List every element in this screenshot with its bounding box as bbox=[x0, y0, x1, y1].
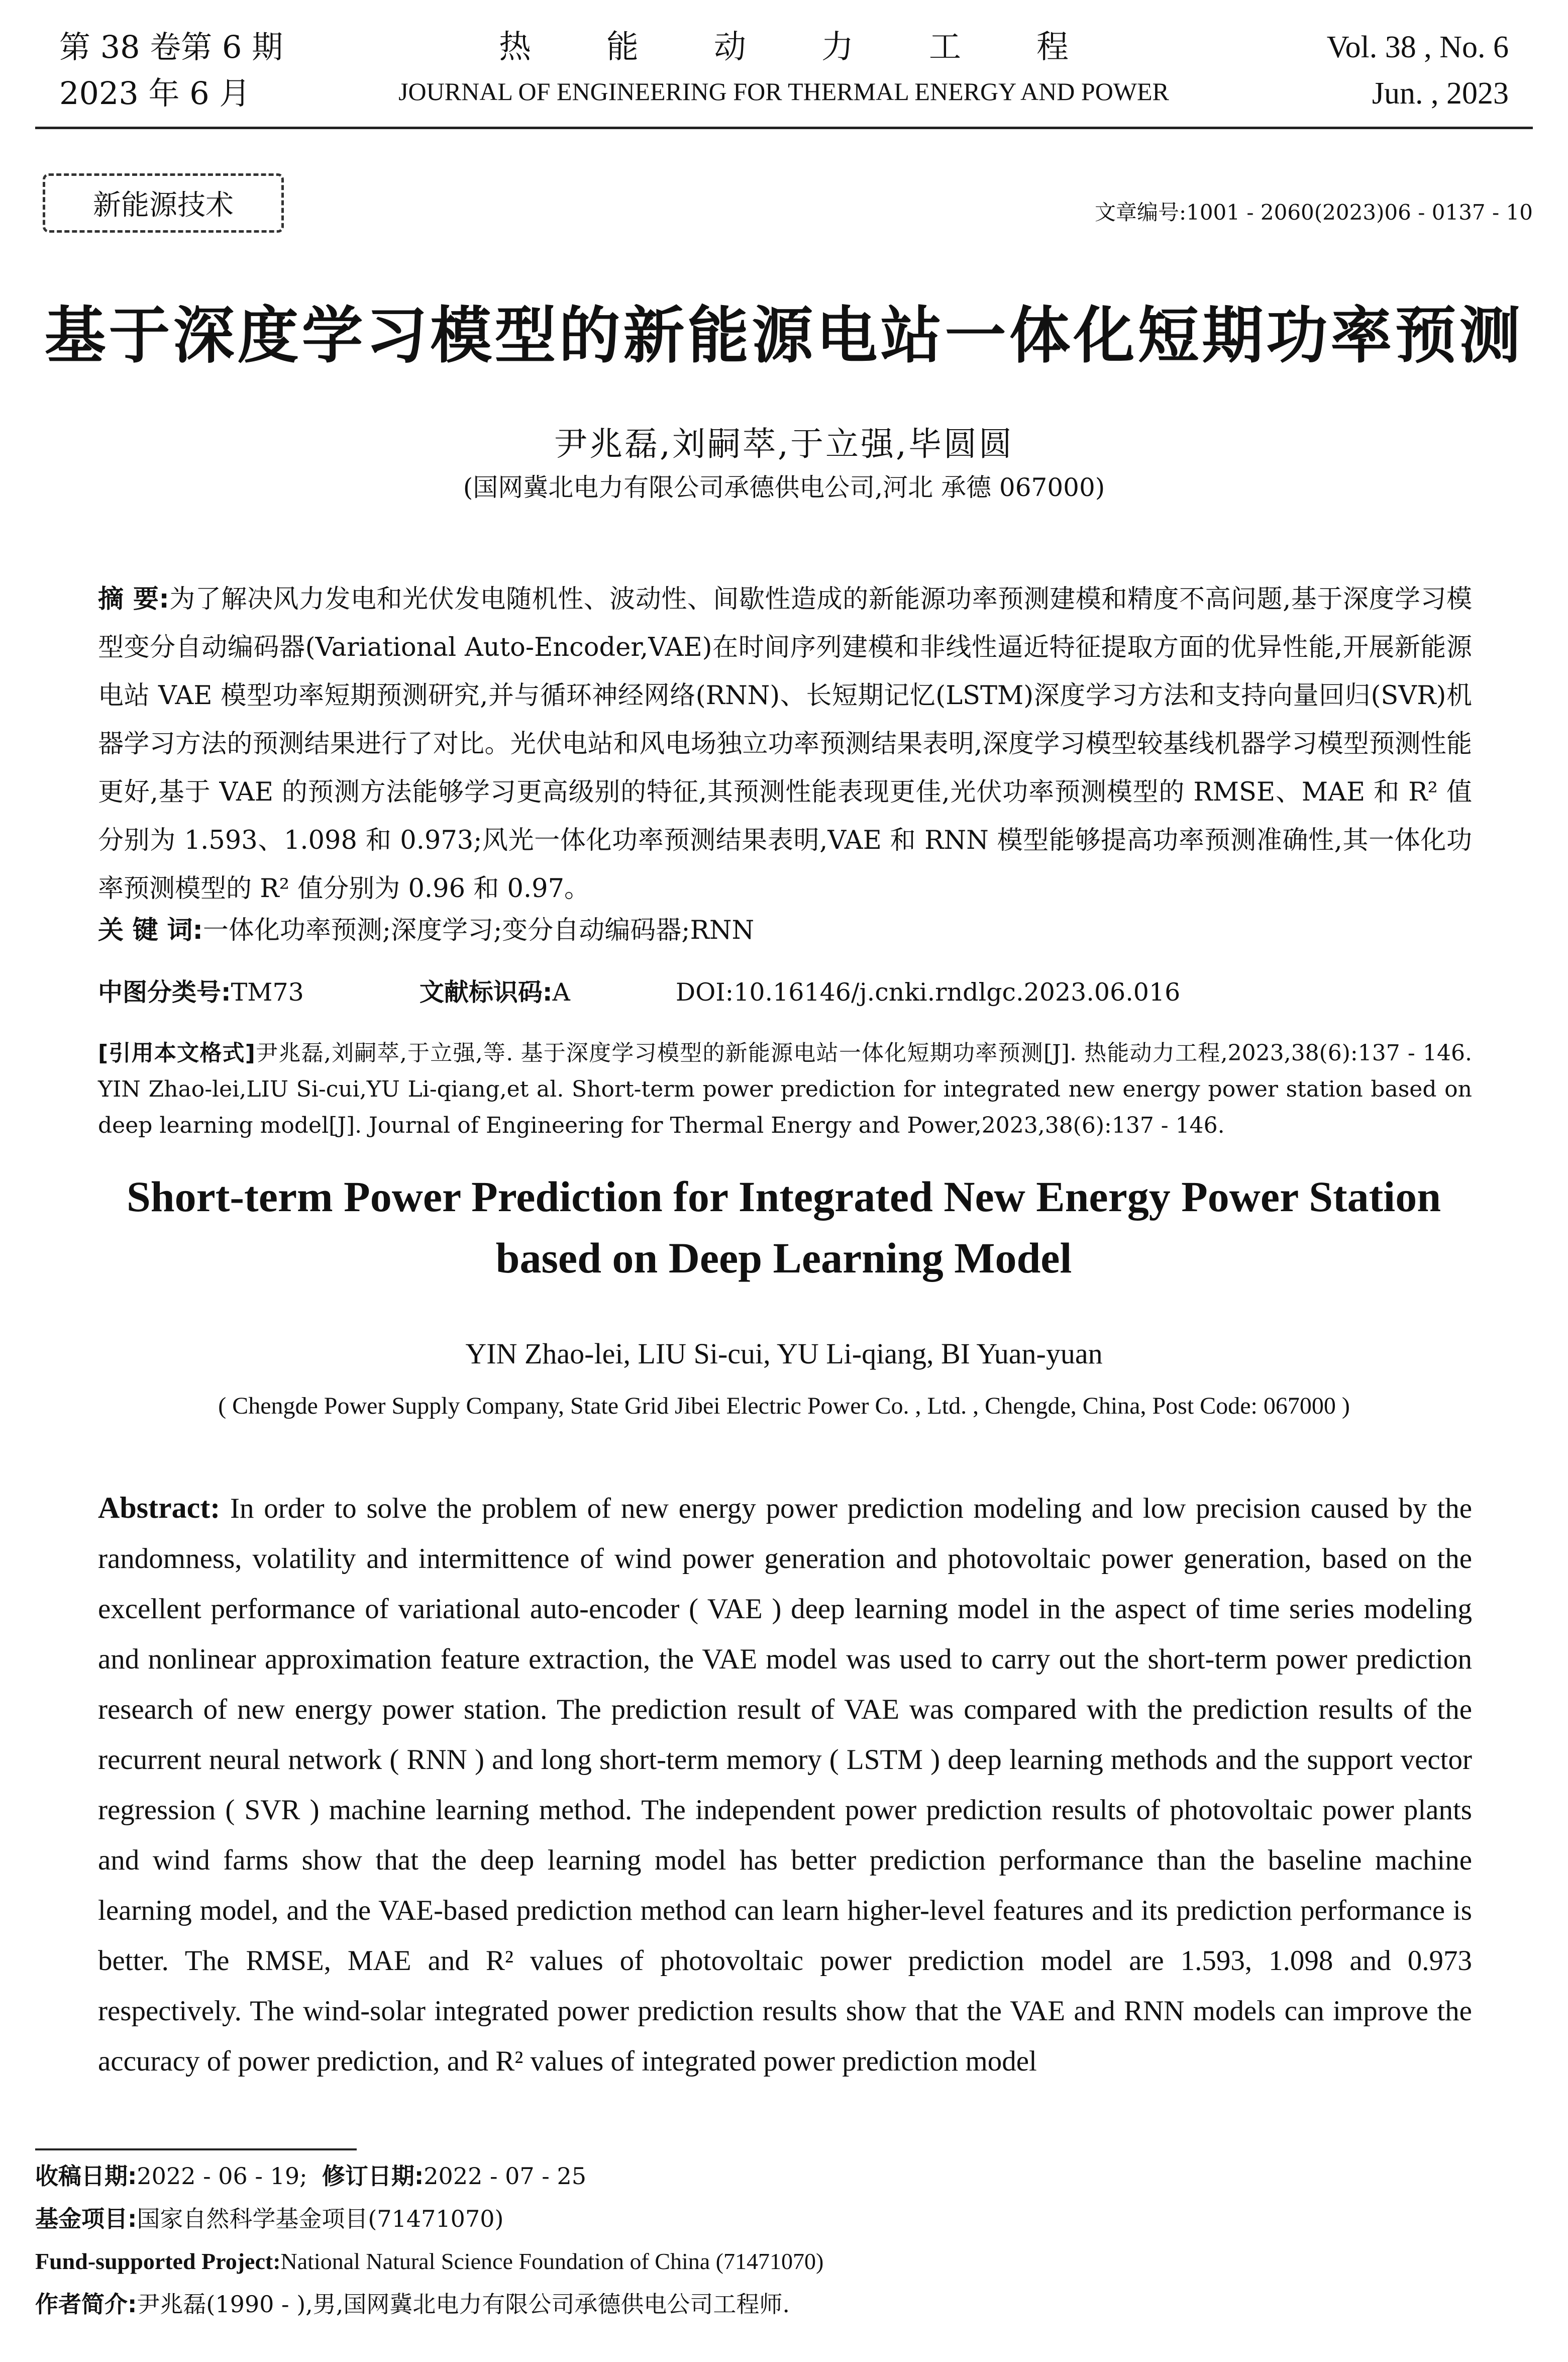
abstract-en bbox=[98, 1483, 1472, 2087]
citation-text: 尹兆磊,刘嗣萃,于立强,等. 基于深度学习模型的新能源电站一体化短期功率预测[J]. 热能动力工程,2023,38(6):137 - 146. YIN Zhao-lei,LIU Si-cui,YU Li-qiang,et al. Short-term power prediction for integrated new energy power station based on deep learning model[J]. Journal of Engineering for Thermal Energy and Power,2023,38(6):137 - 146. bbox=[98, 1040, 1472, 1138]
title-cn: 基于深度学习模型的新能源电站一体化短期功率预测 bbox=[44, 300, 1524, 371]
footnote-fund-cn bbox=[35, 2204, 1517, 2234]
header-rule bbox=[35, 127, 1533, 129]
affiliation-en: ( Chengde Power Supply Company, State Grid Jibei Electric Power Co. , Ltd. , Chengde, China, Post Code: 067000 ) bbox=[218, 1393, 1350, 1419]
fund-en-label: Fund-supported Project: bbox=[35, 2248, 281, 2274]
header-date-cn: 2023 年 6 月 bbox=[59, 75, 251, 112]
header-journal bbox=[352, 24, 1216, 113]
title-en-line1: Short-term Power Prediction for Integrated New Energy Power Station bbox=[126, 1172, 1441, 1221]
keywords-cn bbox=[98, 911, 1472, 951]
header-volume-en bbox=[1327, 24, 1509, 117]
abstract-cn bbox=[98, 575, 1472, 913]
fund-cn-value: 国家自然科学基金项目(71471070) bbox=[137, 2205, 504, 2232]
classification-line bbox=[98, 972, 1472, 1013]
authors-en: YIN Zhao-lei, LIU Si-cui, YU Li-qiang, BI Yuan-yuan bbox=[465, 1337, 1103, 1370]
header-vol-cn: 第 38 卷第 6 期 bbox=[59, 29, 283, 65]
revised-label: 修订日期: bbox=[322, 2162, 424, 2190]
author-bio-value: 尹兆磊(1990 - ),男,国网冀北电力有限公司承德供电公司工程师. bbox=[137, 2291, 790, 2318]
doi: DOI:10.16146/j.cnki.rndlgc.2023.06.016 bbox=[675, 978, 1181, 1007]
citation bbox=[98, 1035, 1472, 1144]
keywords-cn-text: 一体化功率预测;深度学习;变分自动编码器;RNN bbox=[202, 916, 755, 945]
header-volume-cn bbox=[59, 24, 283, 117]
section-tag: 新能源技术 bbox=[43, 173, 284, 233]
footnote-author bbox=[35, 2289, 1517, 2319]
keywords-cn-label: 关 键 词: bbox=[98, 916, 203, 945]
article-number: 文章编号:1001 - 2060(2023)06 - 0137 - 10 bbox=[1094, 200, 1533, 225]
received-label: 收稿日期: bbox=[35, 2162, 137, 2190]
title-en bbox=[75, 1166, 1492, 1289]
clc-value: TM73 bbox=[231, 978, 304, 1007]
doc-code-value: A bbox=[552, 978, 570, 1007]
clc-label: 中图分类号: bbox=[98, 978, 231, 1007]
header-vol-en: Vol. 38 , No. 6 bbox=[1326, 30, 1509, 64]
abstract-en-text: In order to solve the problem of new energy power prediction modeling and low precision caused by the randomness, volatility and intermittence of wind power generation and photovoltaic power generation, based on the excellent performance of variational auto-encoder ( VAE ) deep learning model in the aspect of time series modeling and nonlinear approximation feature extraction, the VAE model was used to carry out the short-term power prediction research of new energy power station. The prediction result of VAE was compared with the prediction results of the recurrent neural network ( RNN ) and long short-term memory ( LSTM ) deep learning methods and the support vector regression ( SVR ) machine learning method. The independent power prediction results of photovoltaic power plants and wind farms show that the deep learning model has better prediction performance than the baseline machine learning model, and the VAE-based prediction method can learn higher-level features and its prediction performance is better. The RMSE, MAE and R² values of photovoltaic power prediction model are 1.593, 1.098 and 0.973 respectively. The wind-solar integrated power prediction results show that the VAE and RNN models can improve the accuracy of power prediction, and R² values of integrated power prediction model bbox=[98, 1493, 1472, 2077]
author-bio-label: 作者简介: bbox=[35, 2291, 137, 2318]
revised-value: 2022 - 07 - 25 bbox=[424, 2162, 586, 2190]
footnote-fund-en bbox=[35, 2246, 1517, 2277]
citation-label: [引用本文格式] bbox=[98, 1040, 255, 1066]
authors-cn: 尹兆磊,刘嗣萃,于立强,毕圆圆 bbox=[554, 425, 1014, 463]
footnote-dates bbox=[35, 2161, 1517, 2191]
title-en-line2: based on Deep Learning Model bbox=[495, 1234, 1072, 1282]
abstract-cn-text: 为了解决风力发电和光伏发电随机性、波动性、间歇性造成的新能源功率预测建模和精度不高问题,基于深度学习模型变分自动编码器(Variational Auto-Encoder,VAE)在时间序列建模和非线性逼近特征提取方面的优异性能,开展新能源电站 VAE 模型功率短期预测研究,并与循环神经网络(RNN)、长短期记忆(LSTM)深度学习方法和支持向量回归(SVR)机器学习方法的预测结果进行了对比。光伏电站和风电场独立功率预测结果表明,深度学习模型较基线机器学习模型预测性能更好,基于 VAE 的预测方法能够学习更高级别的特征,其预测性能表现更佳,光伏功率预测模型的 RMSE、MAE 和 R² 值分别为 1.593、1.098 和 0.973;风光一体化功率预测结果表明,VAE 和 RNN 模型能够提高功率预测准确性,其一体化功率预测模型的 R² 值分别为 0.96 和 0.97。 bbox=[98, 584, 1473, 904]
abstract-cn-label: 摘 要: bbox=[98, 584, 169, 614]
doc-code-label: 文献标识码: bbox=[419, 978, 553, 1007]
footnote-rule bbox=[35, 2148, 357, 2150]
fund-en-value: National Natural Science Foundation of China (71471070) bbox=[280, 2248, 824, 2274]
received-value: 2022 - 06 - 19; bbox=[137, 2162, 307, 2190]
header-date-en: Jun. , 2023 bbox=[1372, 76, 1509, 111]
abstract-en-label: Abstract: bbox=[98, 1491, 221, 1524]
journal-title-cn: 热能动力工程 bbox=[499, 29, 1144, 66]
affiliation-cn: (国网冀北电力有限公司承德供电公司,河北 承德 067000) bbox=[463, 473, 1105, 502]
journal-title-en: JOURNAL OF ENGINEERING FOR THERMAL ENERGY AND POWER bbox=[398, 77, 1169, 106]
fund-cn-label: 基金项目: bbox=[35, 2205, 137, 2232]
